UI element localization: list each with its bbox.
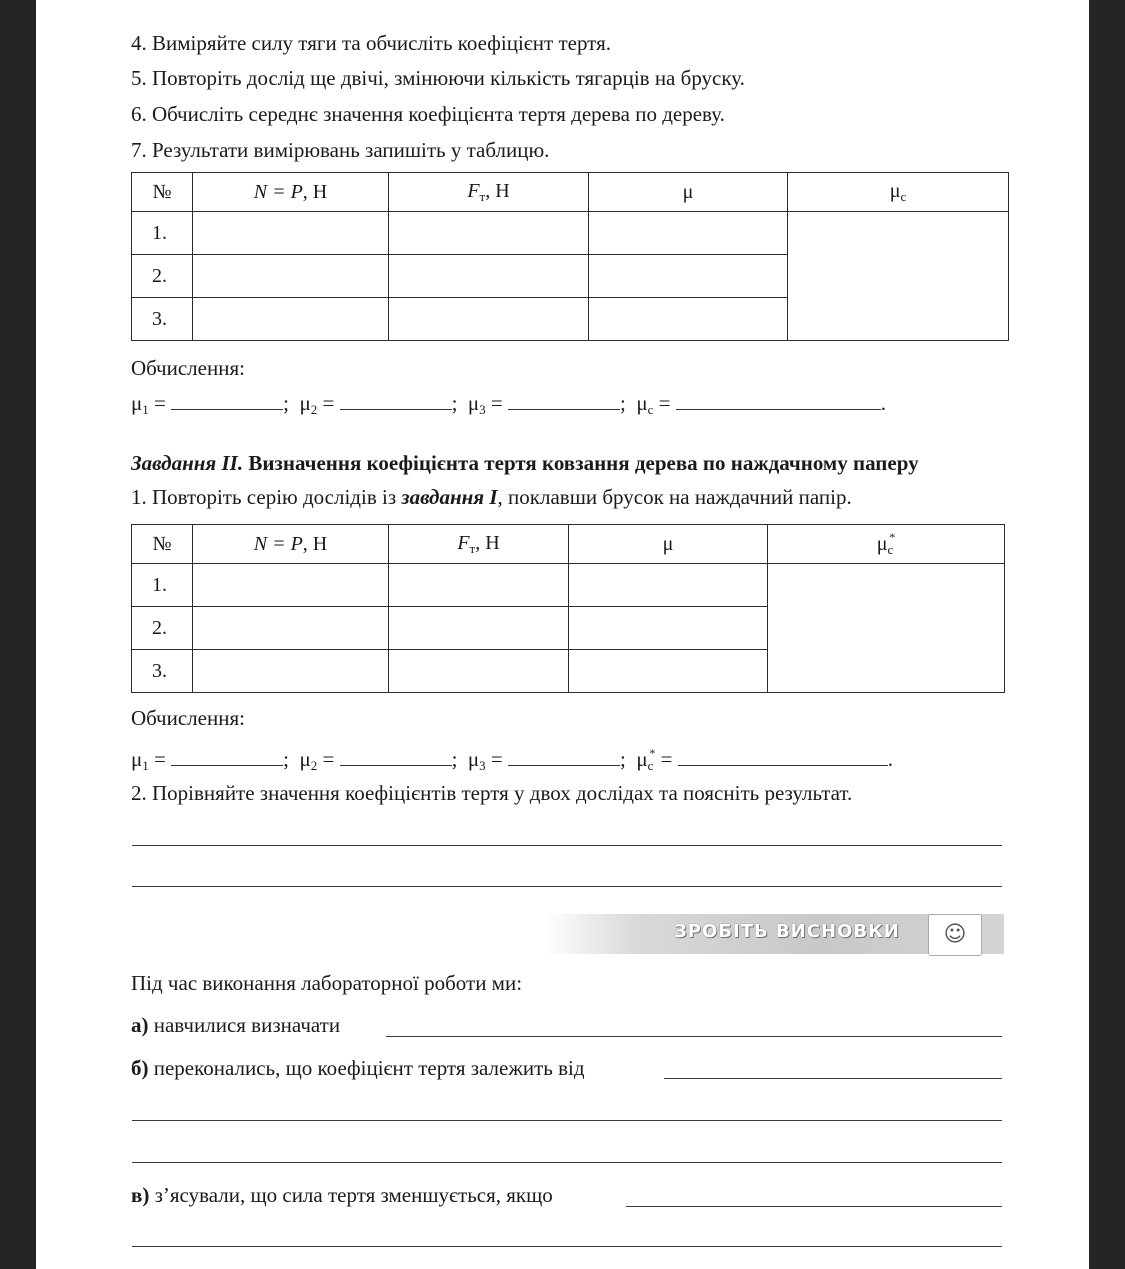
- cell-traction-force[interactable]: [389, 255, 589, 298]
- cell-normal-force[interactable]: [193, 650, 389, 693]
- row-number: 2.: [132, 255, 193, 298]
- table-header-row: [132, 525, 1005, 564]
- header-traction-force: $F_т$, Н: [389, 173, 589, 212]
- cell-traction-force[interactable]: [389, 564, 569, 607]
- cell-mu[interactable]: [569, 650, 768, 693]
- mu3-blank[interactable]: [508, 747, 620, 766]
- conclusion-a-line[interactable]: [386, 1036, 1002, 1037]
- header-mu: μ: [589, 173, 788, 212]
- answer-line[interactable]: [132, 845, 1002, 846]
- thinking-face-icon: ☺: [928, 914, 982, 956]
- header-number: №: [132, 173, 193, 212]
- mu-average-star-blank[interactable]: [678, 747, 888, 766]
- step-4: 4. Виміряйте силу тяги та обчисліть коефіцієнт тертя.: [131, 31, 611, 55]
- results-table-1: [131, 172, 1009, 341]
- step-5: 5. Повторіть дослід ще двічі, змінюючи кількість тягарців на бруску.: [131, 66, 745, 90]
- conclusion-c: в) з’ясували, що сила тертя зменшується, якщо: [131, 1183, 553, 1207]
- row-number: 1.: [132, 212, 193, 255]
- cell-mu[interactable]: [589, 255, 788, 298]
- mu-average-blank[interactable]: [676, 391, 881, 410]
- conclusion-b: б) переконались, що коефіцієнт тертя залежить від: [131, 1056, 585, 1080]
- table-row: [132, 212, 1009, 255]
- calc-title-1: Обчислення:: [131, 356, 245, 380]
- cell-normal-force[interactable]: [193, 298, 389, 341]
- table-header-row: [132, 173, 1009, 212]
- conclusion-c-line[interactable]: [626, 1206, 1002, 1207]
- cell-traction-force[interactable]: [389, 650, 569, 693]
- conclusion-b-line[interactable]: [664, 1078, 1002, 1079]
- mu1-blank[interactable]: [171, 391, 283, 410]
- step-6: 6. Обчисліть середнє значення коефіцієнта тертя дерева по дереву.: [131, 102, 725, 126]
- calc-title-2: Обчислення:: [131, 706, 245, 730]
- conclusions-banner-text: ЗРОБІТЬ ВИСНОВКИ: [674, 921, 900, 942]
- task2-step-2: 2. Порівняйте значення коефіцієнтів тертя у двох дослідах та поясніть результат.: [131, 781, 853, 805]
- cell-normal-force[interactable]: [193, 255, 389, 298]
- conclusions-banner: [544, 914, 1004, 954]
- calc-line-2: $\mu_1$ = ; $\mu_2$ = ; $\mu_3$ = ; $\mu_c^*$ = .: [131, 746, 893, 773]
- mu2-blank[interactable]: [340, 747, 452, 766]
- mu1-blank[interactable]: [171, 747, 283, 766]
- cell-normal-force[interactable]: [193, 212, 389, 255]
- calc-line-1: $\mu_1$ = ; $\mu_2$ = ; $\mu_3$ = ; $\mu_c$ = .: [131, 391, 886, 417]
- cell-traction-force[interactable]: [389, 298, 589, 341]
- cell-mu[interactable]: [569, 564, 768, 607]
- results-table-2: [131, 524, 1005, 693]
- cell-normal-force[interactable]: [193, 564, 389, 607]
- step-7: 7. Результати вимірювань запишіть у таблицю.: [131, 138, 550, 162]
- header-mu-average: $\mu_c$: [788, 173, 1009, 212]
- header-normal-force: N = P, Н: [193, 525, 389, 564]
- row-number: 1.: [132, 564, 193, 607]
- cell-mu[interactable]: [589, 298, 788, 341]
- header-mu: μ: [569, 525, 768, 564]
- task2-title: Завдання ІІ. Визначення коефіцієнта тертя ковзання дерева по наждачному паперу: [131, 451, 919, 475]
- mu2-blank[interactable]: [340, 391, 452, 410]
- worksheet-page: [36, 0, 1089, 1269]
- cell-traction-force[interactable]: [389, 212, 589, 255]
- answer-line[interactable]: [132, 1162, 1002, 1163]
- table-row: [132, 564, 1005, 607]
- header-number: №: [132, 525, 193, 564]
- mu3-blank[interactable]: [508, 391, 620, 410]
- cell-mu-average[interactable]: [768, 564, 1005, 693]
- cell-mu[interactable]: [589, 212, 788, 255]
- cell-traction-force[interactable]: [389, 607, 569, 650]
- row-number: 2.: [132, 607, 193, 650]
- cell-mu-average[interactable]: [788, 212, 1009, 341]
- cell-mu[interactable]: [569, 607, 768, 650]
- task2-step-1: 1. Повторіть серію дослідів із завдання І, поклавши брусок на наждачний папір.: [131, 485, 852, 509]
- conclusions-intro: Під час виконання лабораторної роботи ми:: [131, 971, 523, 995]
- conclusion-a: а) навчилися визначати: [131, 1013, 341, 1037]
- header-traction-force: $F_т$, Н: [389, 525, 569, 564]
- answer-line[interactable]: [132, 886, 1002, 887]
- answer-line[interactable]: [132, 1246, 1002, 1247]
- row-number: 3.: [132, 650, 193, 693]
- row-number: 3.: [132, 298, 193, 341]
- header-mu-average-star: $\mu_c^*$: [768, 525, 1005, 564]
- answer-line[interactable]: [132, 1120, 1002, 1121]
- header-normal-force: N = P, Н: [193, 173, 389, 212]
- cell-normal-force[interactable]: [193, 607, 389, 650]
